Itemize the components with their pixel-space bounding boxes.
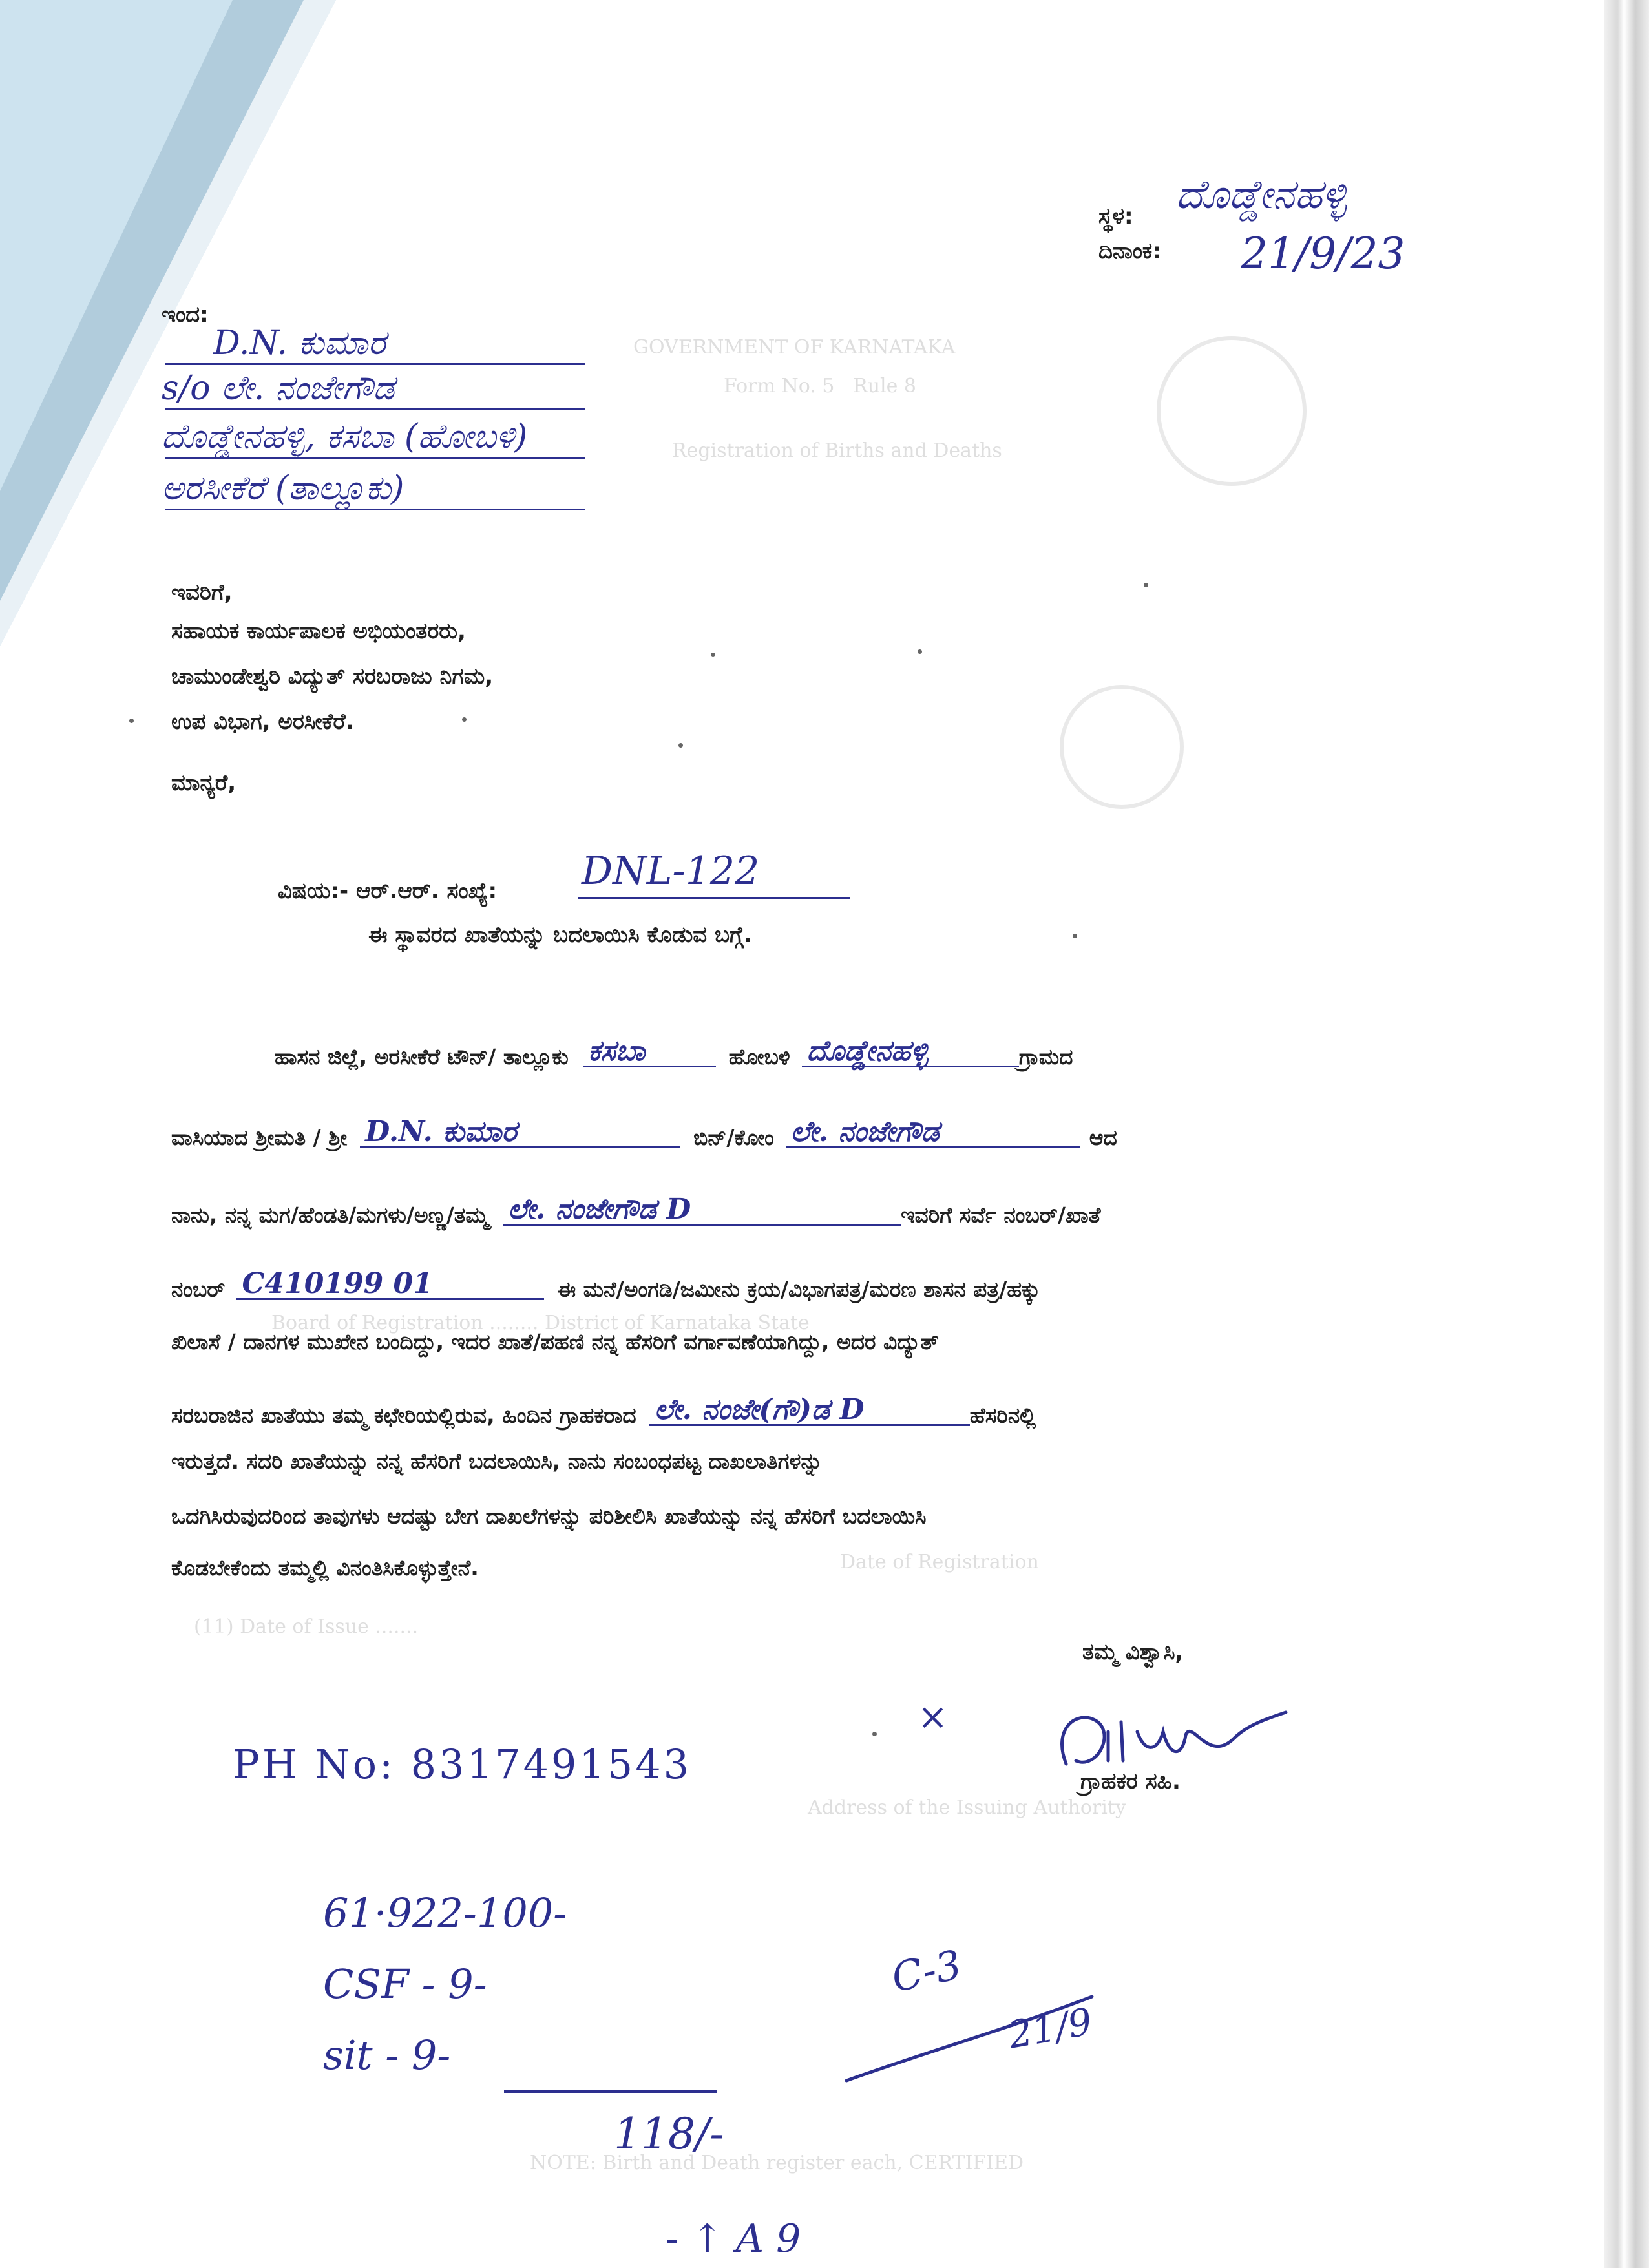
bleed-through-seal [1157, 336, 1307, 486]
scan-speck [462, 717, 467, 722]
closing-yours: ತಮ್ಮ ವಿಶ್ವಾಸಿ, [1082, 1639, 1184, 1665]
body-line-1 [171, 1034, 1438, 1069]
place-value: ದೊಡ್ಡೇನಹಳ್ಳಿ [1176, 171, 1347, 218]
customer-signature [1047, 1693, 1292, 1777]
field-previous-consumer: ಲೇ. ನಂಜೇ(ಗೌ)ಡ D [649, 1396, 970, 1426]
date-label: ದಿನಾಂಕ: [1098, 238, 1161, 264]
body-line-8 [171, 1506, 1438, 1527]
scan-speck [872, 1732, 877, 1736]
body-line-6 [171, 1393, 1438, 1428]
to-line-3: ಚಾಮುಂಡೇಶ್ವರಿ ವಿದ್ಯುತ್ ಸರಬರಾಜು ನಿಗಮ, [171, 664, 494, 689]
total-rule [504, 2090, 717, 2093]
body-line-3 [171, 1195, 1438, 1226]
date-value: 21/9/23 [1241, 229, 1405, 278]
subject-rr-underline [578, 897, 850, 899]
signature-caption: ಗ್ರಾಹಕರ ಸಹಿ. [1080, 1769, 1181, 1794]
bleed-through-text: GOVERNMENT OF KARNATAKA [633, 336, 956, 359]
body-line-2 [171, 1115, 1438, 1150]
field-khata-number: C410199 01 [236, 1270, 544, 1300]
body-text: ಹೋಬಳಿ [728, 1044, 790, 1069]
body-text: ಈ ಮನೆ/ಅಂಗಡಿ/ಜಮೀನು ಕ್ರಯ/ವಿಭಾಗಪತ್ರ/ಮರಣ ಶಾಸನ ಪತ್ರ/ಹಕ್ಕು [557, 1277, 1040, 1302]
from-line-3: ದೊಡ್ಡೇನಹಳ್ಳಿ, ಕಸಬಾ (ಹೋಬಳಿ) [162, 417, 528, 456]
body-text: ಇರುತ್ತದೆ. ಸದರಿ ಖಾತೆಯನ್ನು ನನ್ನ ಹೆಸರಿಗೆ ಬದಲಾಯಿಸಿ, ನಾನು ಸಂಬಂಧಪಟ್ಟ ದಾಖಲಾತಿಗಳನ್ನು [171, 1449, 823, 1474]
bleed-through-text: Date of Registration [840, 1551, 1039, 1573]
scan-speck [678, 743, 683, 748]
bleed-through-text: NOTE: Birth and Death register each, CERTIFIED [530, 2152, 1024, 2174]
body-text: ಖಿಲಾಸೆ / ದಾನಗಳ ಮುಖೇನ ಬಂದಿದ್ದು, ಇದರ ಖಾತೆ/ಪಹಣಿ ನನ್ನ ಹೆಸರಿಗೆ ವರ್ಗಾವಣೆಯಾಗಿದ್ದು, ಅದರ ವಿದ್ಯುತ್ [171, 1329, 939, 1354]
body-text: ಹಾಸನ ಜಿಲ್ಲೆ, ಅರಸೀಕೆರೆ ಟೌನ್/ ತಾಲ್ಲೂಕು [275, 1044, 569, 1069]
from-underline-1 [165, 363, 585, 365]
body-text: ನಂಬರ್ [171, 1277, 226, 1302]
body-line-5 [171, 1331, 1438, 1352]
body-text: ಒದಗಿಸಿರುವುದರಿಂದ ತಾವುಗಳು ಆದಷ್ಟು ಬೇಗ ದಾಖಲೆಗಳನ್ನು ಪರಿಶೀಲಿಸಿ ಖಾತೆಯನ್ನು ನನ್ನ ಹೆಸರಿಗೆ ಬದಲಾಯಿಸಿ [171, 1504, 927, 1529]
body-text: ಆದ [1089, 1125, 1117, 1150]
bottom-scrawl: - ↑ A 9 [666, 2216, 801, 2262]
from-line-2: s/o ಲೇ. ನಂಜೇಗೌಡ [162, 369, 395, 408]
calc-line-1: 61·922-100- [323, 1889, 567, 1937]
bleed-through-seal-2 [1060, 685, 1184, 809]
body-text: ಕೊಡಬೇಕೆಂದು ತಮ್ಮಲ್ಲಿ ವಿನಂತಿಸಿಕೊಳ್ಳುತ್ತೇನೆ. [171, 1555, 479, 1580]
field-name: D.N. ಕುಮಾರ [360, 1118, 680, 1148]
place-label: ಸ್ಥಳ: [1098, 204, 1133, 229]
field-relative: ಲೇ. ನಂಜೇಗೌಡ D [503, 1195, 901, 1226]
date-scrawl: 21/9 [1005, 1999, 1096, 2057]
body-line-7 [171, 1451, 1438, 1472]
from-underline-3 [165, 457, 585, 459]
body-line-4 [171, 1267, 1438, 1302]
calc-line-3: sit - 9- [323, 2032, 451, 2079]
bleed-through-text: Registration of Births and Deaths [672, 439, 1002, 462]
bleed-through-text: Address of the Issuing Authority [808, 1796, 1126, 1819]
body-text: ಇವರಿಗೆ ಸರ್ವೆ ನಂಬರ್/ಖಾತೆ [901, 1202, 1101, 1228]
scan-speck [129, 719, 134, 723]
scan-speck [918, 649, 922, 654]
bleed-through-text: (11) Date of Issue ....... [194, 1615, 419, 1638]
field-hobli: ಕಸಬಾ [583, 1037, 716, 1067]
scan-speck [711, 653, 715, 657]
page-stack-edge [1604, 0, 1649, 2268]
body-text: ನಾನು, ನನ್ನ ಮಗ/ಹೆಂಡತಿ/ಮಗಳು/ಅಣ್ಣ/ತಮ್ಮ [171, 1202, 489, 1228]
from-underline-4 [165, 509, 585, 510]
salutation: ಮಾನ್ಯರೆ, [171, 770, 236, 796]
scan-speck [1144, 583, 1148, 587]
body-text: ಗ್ರಾಮದ [1018, 1044, 1073, 1069]
calc-total: 118/- [614, 2109, 724, 2159]
body-line-9 [171, 1557, 1438, 1579]
to-line-2: ಸಹಾಯಕ ಕಾರ್ಯಪಾಲಕ ಅಭಿಯಂತರರು, [171, 618, 466, 644]
bleed-through-text: Board of Registration ........ District of Karnataka State [271, 1312, 810, 1334]
from-label: ಇಂದ: [162, 302, 209, 328]
subject-prefix: ವಿಷಯ:- ಆರ್.ಆರ್. ಸಂಖ್ಯೆ: [278, 878, 498, 904]
body-text: ಹೆಸರಿನಲ್ಲಿ [969, 1403, 1036, 1428]
stamp-ref-note: C-3 [887, 1940, 966, 2002]
bleed-through-text: Form No. 5 Rule 8 [724, 375, 916, 397]
phone-note: PH No: 8317491543 [233, 1741, 692, 1788]
subject-rr-number: DNL-122 [582, 848, 760, 894]
cross-mark: × [918, 1696, 948, 1738]
field-village: ದೊಡ್ಡೇನಹಳ್ಳಿ [802, 1037, 1019, 1067]
from-underline-2 [165, 408, 585, 410]
field-father-name: ಲೇ. ನಂಜೇಗೌಡ [786, 1118, 1080, 1148]
from-line-4: ಅರಸೀಕೆರೆ (ತಾಲ್ಲೂಕು) [162, 469, 404, 508]
to-line-4: ಉಪ ವಿಭಾಗ, ಅರಸೀಕೆರೆ. [171, 709, 354, 735]
subject-line-2: ಈ ಸ್ಥಾವರದ ಖಾತೆಯನ್ನು ಬದಲಾಯಿಸಿ ಕೊಡುವ ಬಗ್ಗೆ. [368, 922, 752, 948]
to-line-1: ಇವರಿಗೆ, [171, 580, 233, 605]
body-text: ಬಿನ್/ಕೋಂ [693, 1125, 774, 1150]
calc-line-2: CSF - 9- [323, 1960, 487, 2008]
scan-speck [1073, 934, 1077, 938]
from-line-1: D.N. ಕುಮಾರ [213, 324, 386, 362]
body-text: ಸರಬರಾಜಿನ ಖಾತೆಯು ತಮ್ಮ ಕಛೇರಿಯಲ್ಲಿರುವ, ಹಿಂದಿನ ಗ್ರಾಹಕರಾದ [171, 1403, 636, 1428]
body-text: ವಾಸಿಯಾದ ಶ್ರೀಮತಿ / ಶ್ರೀ [171, 1125, 348, 1150]
